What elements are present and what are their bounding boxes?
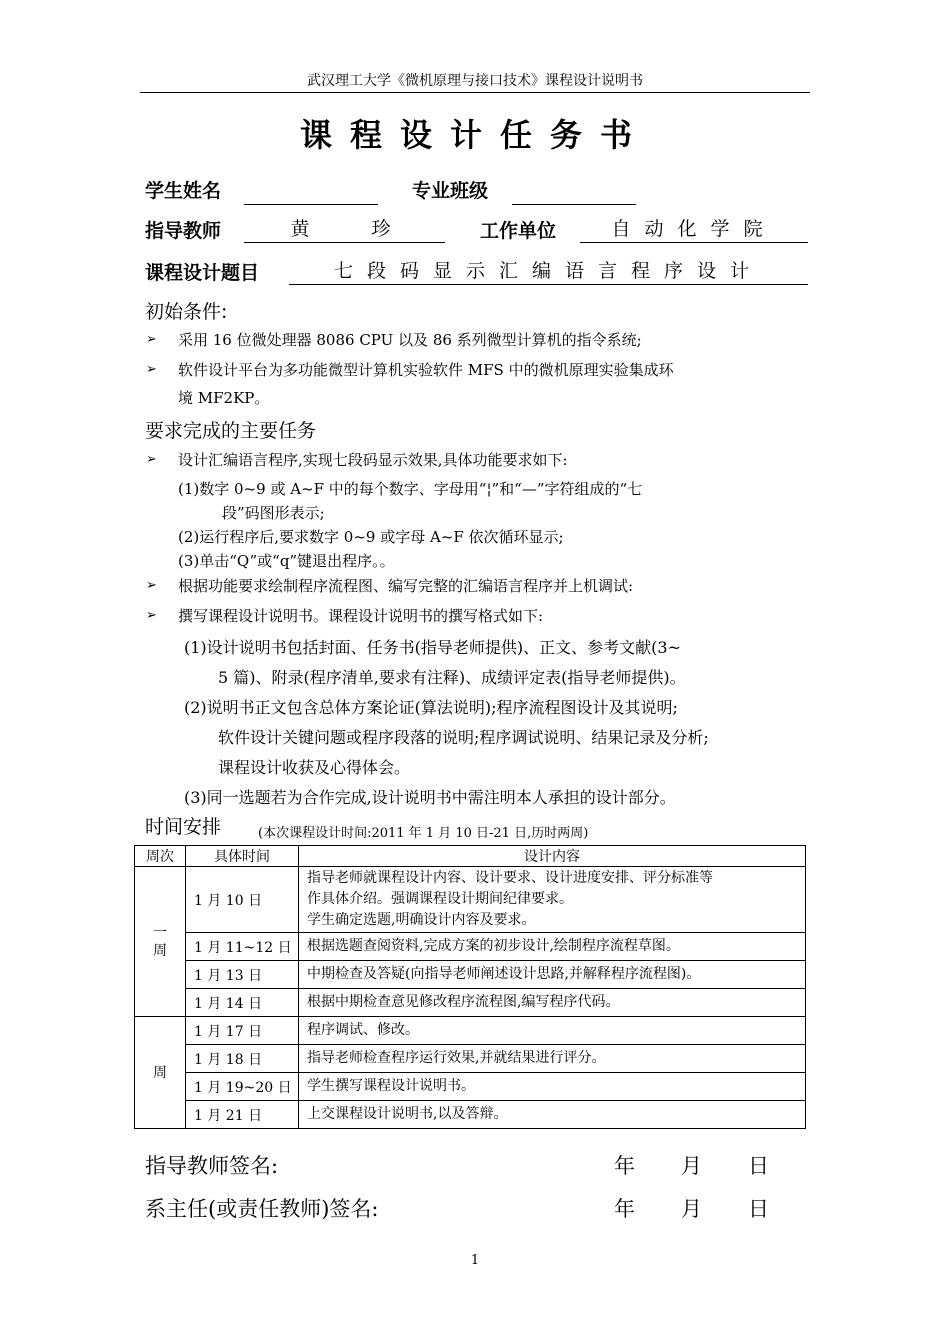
bullet-arrow-icon: ➢ [146, 452, 157, 467]
content-cell [299, 1101, 806, 1129]
teacher-sign-month: 月 [681, 1154, 702, 1178]
content-cell [299, 867, 806, 933]
task-subitem: (3)同一选题若为合作完成,设计说明书中需注明本人承担的设计部分。 [184, 788, 676, 807]
content-line: 上交课程设计说明书,以及答辩。 [307, 1106, 508, 1122]
teacher-signature-label: 指导教师签名: [145, 1154, 279, 1178]
task-subitem: (2)运行程序后,要求数字 0~9 或字母 A~F 依次循环显示; [178, 528, 564, 546]
content-line: 根据中期检查意见修改程序流程图,编写程序代码。 [307, 994, 620, 1010]
document-title: 课程设计任务书 [299, 116, 650, 154]
table-row [135, 1045, 806, 1073]
week-cell: 周 [135, 1017, 186, 1129]
date-cell: 1 月 11~12 日 [186, 933, 299, 961]
week-cell: 一 周 [135, 867, 186, 1017]
content-cell [299, 961, 806, 989]
bullet-arrow-icon: ➢ [146, 578, 157, 593]
condition-item: 境 MF2KP。 [178, 389, 270, 407]
content-line: 作具体介绍。强调课程设计期间纪律要求。 [307, 891, 573, 907]
column-header: 周次 [135, 846, 186, 867]
condition-item: 软件设计平台为多功能微型计算机实验软件 MFS 中的微机原理实验集成环 [178, 361, 674, 379]
date-cell: 1 月 21 日 [186, 1101, 299, 1129]
content-line: 程序调试、修改。 [307, 1022, 419, 1038]
table-row [135, 867, 806, 933]
content-line: 中期检查及答疑(向指导老师阐述设计思路,并解释程序流程图)。 [307, 966, 701, 982]
content-line: 学生撰写课程设计说明书。 [307, 1078, 475, 1094]
bullet-arrow-icon: ➢ [146, 608, 157, 623]
date-cell: 1 月 14 日 [186, 989, 299, 1017]
task-subitem: 段”码图形表示; [222, 504, 325, 522]
teacher-sign-year: 年 [614, 1154, 635, 1178]
table-row [135, 1017, 806, 1045]
task-subitem: 5 篇)、附录(程序清单,要求有注释)、成绩评定表(指导老师提供)。 [218, 668, 686, 687]
schedule-note: (本次课程设计时间:2011 年 1 月 10 日-21 日,历时两周) [258, 826, 589, 841]
page-number: 1 [470, 1253, 480, 1268]
task-item: 设计汇编语言程序,实现七段码显示效果,具体功能要求如下: [178, 451, 568, 469]
topic-label: 课程设计题目 [145, 262, 260, 284]
schedule-table [134, 845, 806, 1129]
task-subitem: (3)单击“Q”或“q”键退出程序。。 [178, 552, 395, 570]
header-rule [140, 92, 810, 93]
date-cell: 1 月 17 日 [186, 1017, 299, 1045]
condition-item: 采用 16 位微处理器 8086 CPU 以及 86 系列微型计算机的指令系统; [178, 331, 642, 349]
initial-conditions-heading: 初始条件: [145, 301, 228, 323]
director-sign-month: 月 [681, 1197, 702, 1221]
content-line: 学生确定选题,明确设计内容及要求。 [307, 912, 536, 928]
student-name-label: 学生姓名 [145, 180, 222, 202]
content-cell [299, 1073, 806, 1101]
task-subitem: (1)数字 0~9 或 A~F 中的每个数字、字母用“¦”和“—”字符组成的“七 [178, 480, 643, 498]
teacher-label: 指导教师 [145, 220, 222, 242]
column-header: 设计内容 [299, 846, 806, 867]
content-cell [299, 1045, 806, 1073]
main-tasks-heading: 要求完成的主要任务 [145, 420, 317, 442]
director-signature-label: 系主任(或责任教师)签名: [145, 1197, 379, 1221]
date-cell: 1 月 13 日 [186, 961, 299, 989]
content-cell [299, 989, 806, 1017]
class-label: 专业班级 [412, 180, 489, 202]
table-row [135, 933, 806, 961]
task-subitem: 课程设计收获及心得体会。 [218, 758, 411, 777]
table-row [135, 1101, 806, 1129]
content-cell [299, 933, 806, 961]
date-cell: 1 月 10 日 [186, 867, 299, 933]
task-subitem: (2)说明书正文包含总体方案论证(算法说明);程序流程图设计及其说明; [184, 698, 678, 717]
table-row [135, 989, 806, 1017]
content-cell [299, 1017, 806, 1045]
schedule-body [135, 867, 806, 1129]
task-item: 撰写课程设计说明书。课程设计说明书的撰写格式如下: [178, 607, 544, 625]
bullet-arrow-icon: ➢ [146, 362, 157, 377]
content-line: 指导老师就课程设计内容、设计要求、设计进度安排、评分标准等 [307, 870, 713, 886]
bullet-arrow-icon: ➢ [146, 332, 157, 347]
unit-label: 工作单位 [480, 220, 557, 242]
task-subitem: 软件设计关键问题或程序段落的说明;程序调试说明、结果记录及分析; [218, 728, 709, 747]
date-cell: 1 月 18 日 [186, 1045, 299, 1073]
table-row [135, 961, 806, 989]
content-line: 根据选题查阅资料,完成方案的初步设计,绘制程序流程草图。 [307, 938, 680, 954]
task-item: 根据功能要求绘制程序流程图、编写完整的汇编语言程序并上机调试: [178, 577, 634, 595]
director-sign-year: 年 [614, 1197, 635, 1221]
date-cell: 1 月 19~20 日 [186, 1073, 299, 1101]
teacher-sign-day: 日 [748, 1154, 769, 1178]
director-sign-day: 日 [748, 1197, 769, 1221]
table-row [135, 1073, 806, 1101]
page-header: 武汉理工大学《微机原理与接口技术》课程设计说明书 [307, 73, 643, 89]
class-field [512, 178, 636, 205]
column-header: 具体时间 [186, 846, 299, 867]
student-name-field [244, 178, 378, 205]
table-header-row [135, 846, 806, 867]
topic-field: 七段码显示汇编语言程序设计 [289, 258, 808, 285]
content-line: 指导老师检查程序运行效果,并就结果进行评分。 [307, 1050, 606, 1066]
schedule-heading: 时间安排 [145, 816, 222, 838]
unit-field: 自动化学院 [580, 216, 808, 243]
teacher-field: 黄 珍 [244, 216, 445, 243]
task-subitem: (1)设计说明书包括封面、任务书(指导老师提供)、正文、参考文献(3~ [184, 638, 681, 657]
